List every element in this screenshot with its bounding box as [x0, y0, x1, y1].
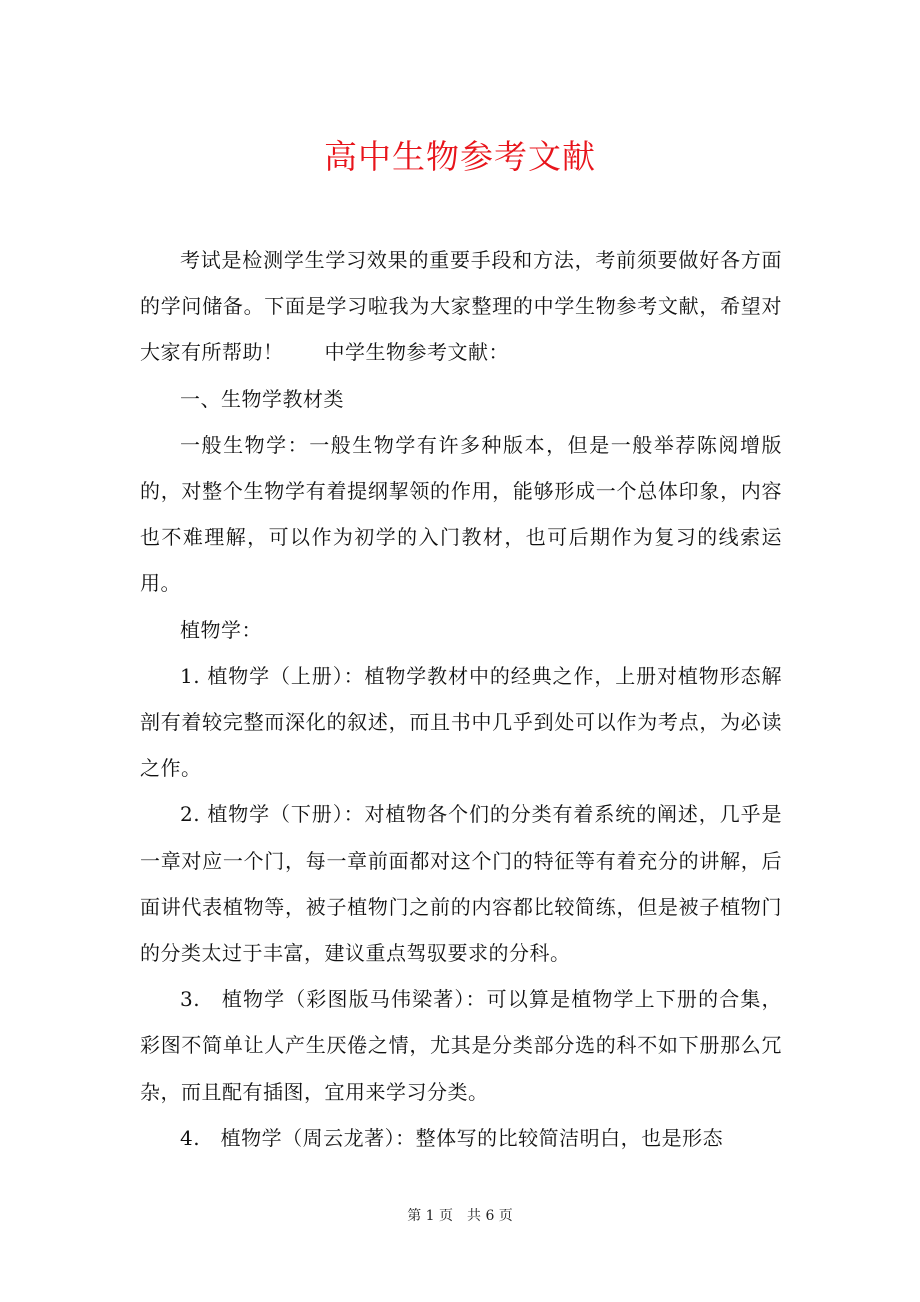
subheading-botany: 植物学：: [180, 617, 262, 642]
paragraph-intro: 考试是检测学生学习效果的重要手段和方法，考前须要做好各方面的学问储备。下面是学习啦我为大家整理的中学生物参考文献，希望对大家有所帮助！ 中学生物参考文献：: [140, 248, 782, 365]
paragraph-general-biology: 一般生物学：一般生物学有许多种版本，但是一般举荐陈阅增版的，对整个生物学有着提纲挈领的作用，能够形成一个总体印象，内容也不难理解，可以作为初学的入门教材，也可后期作为复习的线索运用。: [140, 432, 782, 596]
list-item-botany-color: 3. 植物学（彩图版马伟梁著）：可以算是植物学上下册的合集，彩图不简单让人产生厌倦之情，尤其是分类部分选的科不如下册那么冗杂，而且配有插图，宜用来学习分类。: [140, 987, 782, 1104]
section-heading-textbooks: 一、生物学教材类: [180, 386, 344, 411]
list-item-botany-vol2: 2. 植物学（下册）：对植物各个们的分类有着系统的阐述，几乎是一章对应一个门，每一章前面都对这个门的特征等有着充分的讲解，后面讲代表植物等，被子植物门之前的内容都比较简练，但是被子植物门的分类太过于丰富，建议重点驾驭要求的分科。: [140, 802, 782, 966]
list-item-botany-zhou: 4. 植物学（周云龙著）：整体写的比较简洁明白，也是形态: [180, 1125, 724, 1150]
list-item-botany-vol1: 1. 植物学（上册）：植物学教材中的经典之作，上册对植物形态解剖有着较完整而深化的叙述，而且书中几乎到处可以作为考点，为必读之作。: [140, 663, 782, 781]
document-body: [140, 237, 782, 1161]
page-footer: 第 1 页 共 6 页: [407, 1208, 513, 1224]
document-title: 高中生物参考文献: [324, 137, 596, 177]
